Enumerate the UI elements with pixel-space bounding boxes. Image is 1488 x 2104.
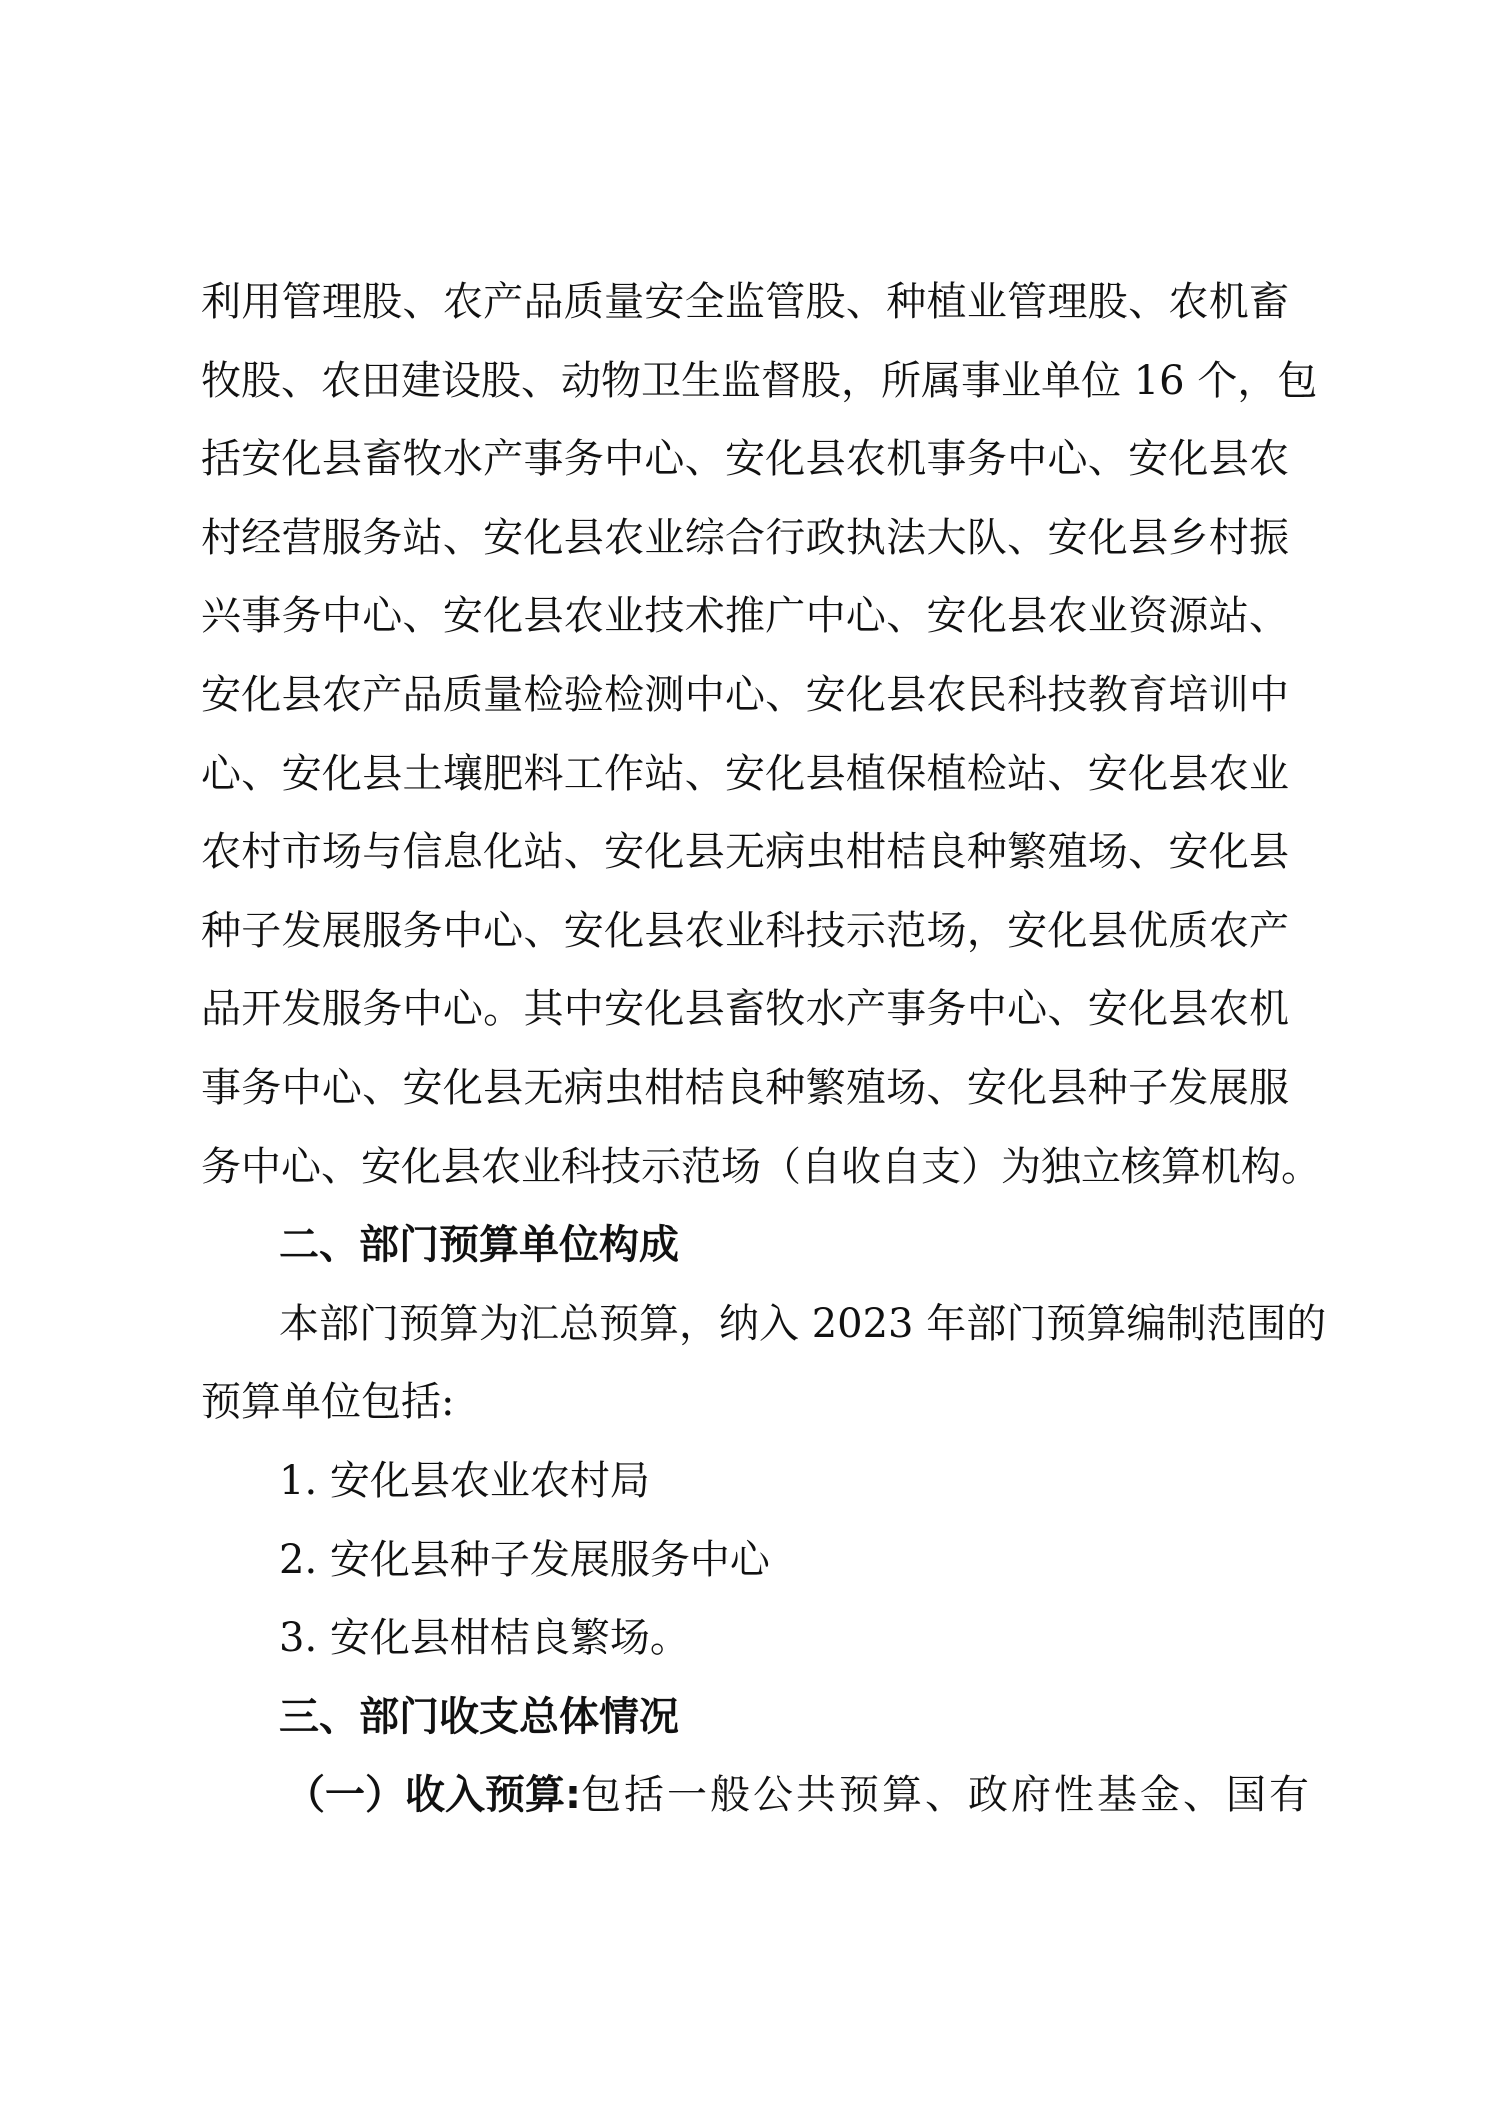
body-line: 利用管理股、农产品质量安全监管股、种植业管理股、农机畜	[201, 279, 1289, 325]
body-line: 括安化县畜牧水产事务中心、安化县农机事务中心、安化县农	[201, 436, 1289, 483]
body-line: 心、安化县土壤肥料工作站、安化县植保植检站、安化县农业	[201, 750, 1289, 797]
income-budget-line	[201, 1756, 1312, 1835]
budget-unit-item: 1. 安化县农业农村局	[279, 1457, 650, 1504]
body-line: 农村市场与信息化站、安化县无病虫柑桔良种繁殖场、安化县	[201, 829, 1289, 876]
body-line: 安化县农产品质量检验检测中心、安化县农民科技教育培训中	[201, 671, 1289, 718]
body-line: 品开发服务中心。其中安化县畜牧水产事务中心、安化县农机	[201, 986, 1289, 1033]
body-line: 兴事务中心、安化县农业技术推广中心、安化县农业资源站、	[201, 593, 1289, 640]
body-line: 务中心、安化县农业科技示范场（自收自支）为独立核算机构。	[201, 1143, 1321, 1190]
income-budget-text: 包括一般公共预算、政府性基金、国有	[581, 1772, 1312, 1819]
section2-paragraph-line: 本部门预算为汇总预算，纳入 2023 年部门预算编制范围的	[279, 1300, 1327, 1347]
body-line: 种子发展服务中心、安化县农业科技示范场，安化县优质农产	[201, 907, 1289, 954]
section-heading-3: 三、部门收支总体情况	[279, 1693, 679, 1740]
document-page	[201, 263, 1327, 1835]
body-line: 牧股、农田建设股、动物卫生监督股，所属事业单位 16 个，包	[201, 357, 1318, 404]
section-heading-2: 二、部门预算单位构成	[279, 1222, 679, 1269]
income-budget-label: （一）收入预算:	[285, 1772, 581, 1819]
body-line: 村经营服务站、安化县农业综合行政执法大队、安化县乡村振	[201, 514, 1289, 561]
budget-unit-item: 2. 安化县种子发展服务中心	[279, 1536, 770, 1583]
budget-unit-item: 3. 安化县柑桔良繁场。	[279, 1615, 690, 1662]
body-line: 事务中心、安化县无病虫柑桔良种繁殖场、安化县种子发展服	[201, 1064, 1289, 1111]
section2-paragraph-line: 预算单位包括:	[201, 1379, 455, 1426]
